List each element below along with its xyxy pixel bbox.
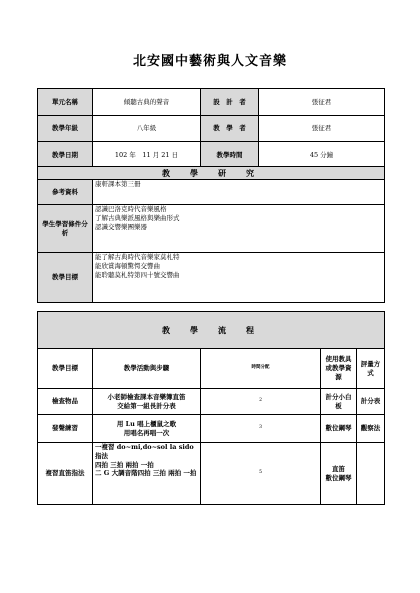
page-title: 北安國中藝術與人文音樂: [132, 54, 287, 69]
date-value: 102 年 11 月 21 日: [93, 142, 201, 169]
row-time: 3: [201, 415, 321, 443]
row-assessment: [357, 443, 385, 505]
info-table: [37, 88, 385, 169]
time-label: 教學時間: [201, 142, 259, 169]
time-value: 45 分鐘: [259, 142, 385, 169]
teacher-value: 張征君: [259, 116, 385, 142]
row-activity: 一複習 do~mi,do~sol la sido 指法 四拍 三拍 兩拍 一拍 二 G 大調音階四拍 三拍 兩拍 一拍: [93, 443, 201, 505]
table-row: [38, 389, 385, 415]
designer-label: 設 計 者: [201, 89, 259, 116]
row-time: 5: [201, 443, 321, 505]
row-activity: 小老師檢查課本音樂簿直笛 交給第一組長計分表: [93, 389, 201, 415]
unit-label: 單元名稱: [38, 89, 93, 116]
row-activity: 用 Lu 唱上櫃鼠之歌 用唱名再唱一次: [93, 415, 201, 443]
date-label: 教學日期: [38, 142, 93, 169]
materials-label: 參考資料: [38, 180, 93, 205]
research-header: 教 學 研 究: [38, 167, 385, 180]
row-assessment: 觀察法: [357, 415, 385, 443]
row-assessment: 計分表: [357, 389, 385, 415]
conditions-value: 認識巴洛克時代音樂風格 了解古典樂派風格與樂曲形式 認識交響樂團樂器: [93, 205, 385, 253]
process-header: 教 學 流 程: [38, 312, 385, 349]
col-resource-header: 使用教具或教學資源: [321, 349, 357, 389]
goals-label: 教學目標: [38, 253, 93, 303]
row-goal: 檢查物品: [38, 389, 93, 415]
conditions-label: 學生學習條件分析: [38, 205, 93, 253]
row-resource: 直笛 數位鋼琴: [321, 443, 357, 505]
row-goal: 發聲練習: [38, 415, 93, 443]
row-time: 2: [201, 389, 321, 415]
grade-label: 教學年級: [38, 116, 93, 142]
col-time-header: 時間分配: [201, 349, 321, 389]
table-row: [38, 443, 385, 505]
unit-value: 傾聽古典的聲音: [93, 89, 201, 116]
col-assessment-header: 評量方式: [357, 349, 385, 389]
process-table: [37, 311, 385, 505]
research-table: [37, 166, 385, 303]
col-goal-header: 教學目標: [38, 349, 93, 389]
row-resource: 數位鋼琴: [321, 415, 357, 443]
row-resource: 計分小白板: [321, 389, 357, 415]
goals-value: 能了解古典時代音樂家莫札特 能欣賞海頓驚愕交響曲 能聆聽莫札特第四十號交響曲: [93, 253, 385, 303]
designer-value: 張征君: [259, 89, 385, 116]
teacher-label: 教 學 者: [201, 116, 259, 142]
row-goal: 複習直笛指法: [38, 443, 93, 505]
grade-value: 八年級: [93, 116, 201, 142]
col-activity-header: 教學活動與步驟: [93, 349, 201, 389]
table-row: [38, 415, 385, 443]
materials-value: 康軒課本第三冊: [93, 180, 385, 205]
